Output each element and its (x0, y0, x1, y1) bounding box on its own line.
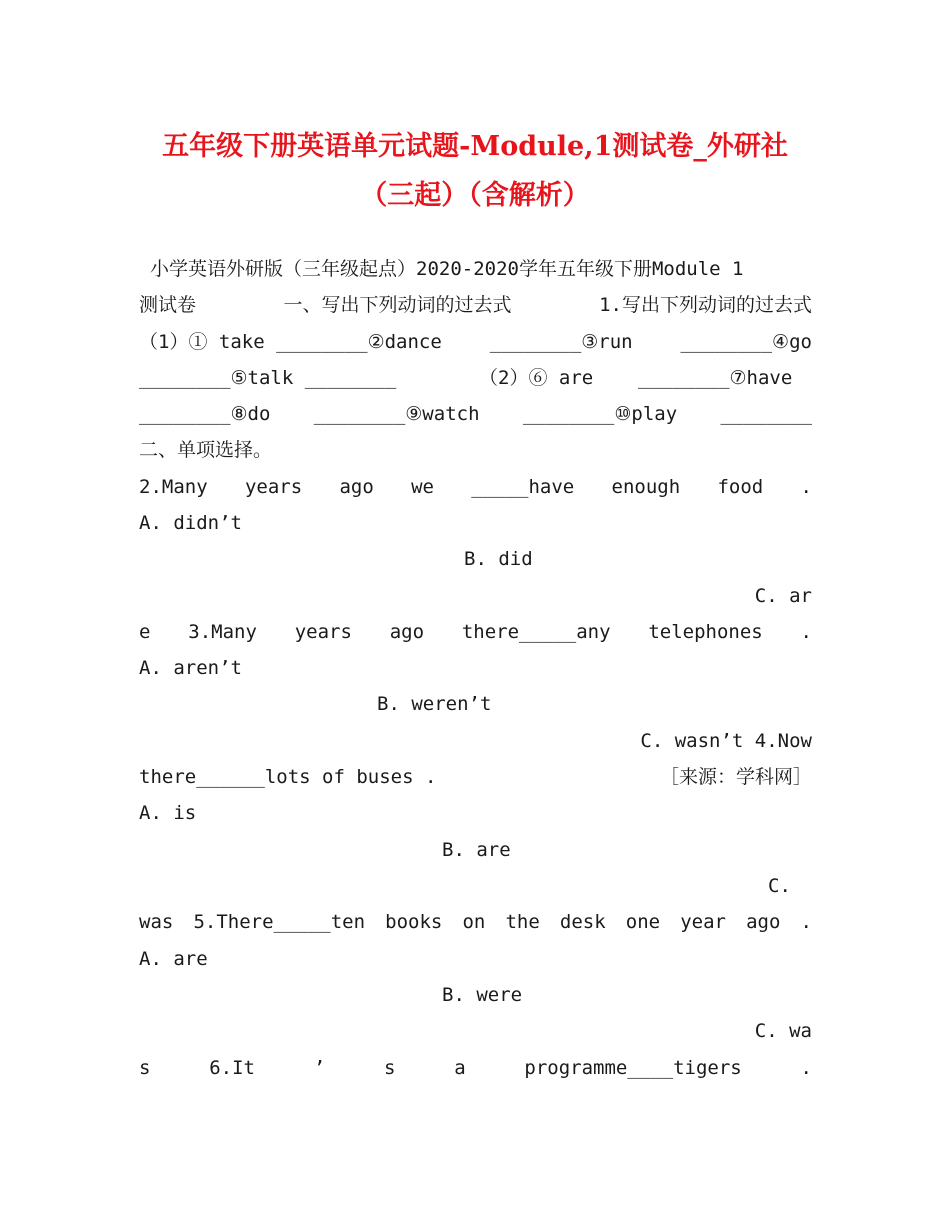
word: e (139, 621, 151, 643)
option-text: C. (768, 875, 791, 897)
word: years (294, 621, 352, 643)
option-text: C. wa (754, 1020, 812, 1042)
word: ago (339, 476, 374, 498)
question-text: there______lots of buses . (139, 766, 437, 788)
word: the (505, 911, 540, 933)
intro-text (150, 251, 812, 287)
word: 6.It (209, 1057, 255, 1079)
verb-row-2 (139, 360, 812, 396)
question-6 (139, 1050, 812, 1086)
word: _____have (471, 476, 575, 498)
option-b (139, 832, 812, 868)
word: desk (559, 911, 606, 933)
option-text: A. didn’t (139, 512, 242, 534)
word: 2.Many (139, 476, 208, 498)
section-1-heading (139, 287, 812, 323)
word: we (411, 476, 434, 498)
word: 3.Many (188, 621, 257, 643)
word: on (462, 911, 486, 933)
word: a (454, 1057, 466, 1079)
word: telephones (648, 621, 763, 643)
word: s (139, 1057, 151, 1079)
word: . (800, 476, 812, 498)
question-1-prompt: 1.写出下列动词的过去式 (599, 294, 812, 316)
word: ago (389, 621, 425, 643)
option-text: B. were (442, 984, 523, 1006)
question-4 (139, 759, 812, 795)
verb-blank: ________⑦have (638, 367, 793, 389)
word: books (385, 911, 443, 933)
document-title-line-1: 五年级下册英语单元试题-Module,1测试卷_外研社 (162, 131, 788, 162)
question-5 (139, 904, 812, 940)
option-c (139, 723, 812, 759)
verb-blank: （1）① take ________②dance (139, 331, 442, 353)
word: . (800, 911, 812, 933)
verb-blank: ________⑤talk ________ (139, 367, 397, 389)
question-3 (139, 614, 812, 650)
section-heading: 一、写出下列动词的过去式 (283, 294, 512, 316)
word: one (625, 911, 661, 933)
option-a (139, 650, 812, 686)
word: year (680, 911, 726, 933)
intro-line: 小学英语外研版（三年级起点）2020-2020学年五年级下册Module 1 (150, 258, 744, 280)
option-a (139, 795, 812, 831)
option-text: C. ar (754, 585, 812, 607)
text-segment: 测试卷 (139, 294, 197, 316)
verb-blank: （2）⑥ are (479, 367, 594, 389)
option-text: B. weren’t (377, 693, 492, 715)
word: 5.There_____ten (193, 911, 366, 933)
option-text: A. are (139, 948, 208, 970)
word: years (244, 476, 303, 498)
source-note: ［来源：学科网］ (659, 766, 812, 788)
word: enough (611, 476, 681, 498)
verb-row-1 (139, 324, 812, 360)
verb-row-3 (139, 396, 812, 432)
word: . (800, 621, 812, 643)
option-text: A. aren’t (139, 657, 242, 679)
option-b (139, 686, 812, 722)
verb-blank: ________⑩play (522, 403, 678, 425)
word: s (383, 1057, 396, 1079)
option-a (139, 505, 812, 541)
question-2 (139, 469, 812, 505)
option-c (139, 1013, 812, 1049)
option-text: C. wasn’t 4.Now (640, 730, 812, 752)
verb-blank: ________ (720, 403, 812, 425)
verb-blank: ________⑧do (139, 403, 271, 425)
word: ago (746, 911, 781, 933)
section-heading: 二、单项选择。 (139, 439, 273, 461)
word: programme____tigers (524, 1057, 742, 1079)
section-2-heading (139, 432, 812, 468)
option-a (139, 941, 812, 977)
option-c (139, 578, 812, 614)
option-b (139, 541, 812, 577)
verb-blank: ________⑨watch (313, 403, 480, 425)
option-text: B. are (442, 839, 511, 861)
word: food (717, 476, 764, 498)
word: . (800, 1057, 812, 1079)
option-c (139, 868, 812, 904)
word: ’ (313, 1057, 326, 1079)
option-b (139, 977, 812, 1013)
word: there_____any (461, 621, 611, 643)
verb-blank: ________④go (680, 331, 812, 353)
document-title-line-2: （三起）（含解析） (360, 180, 590, 211)
option-text: B. did (464, 548, 533, 570)
word: was (139, 911, 174, 933)
option-text: A. is (139, 802, 197, 824)
verb-blank: ________③run (489, 331, 633, 353)
